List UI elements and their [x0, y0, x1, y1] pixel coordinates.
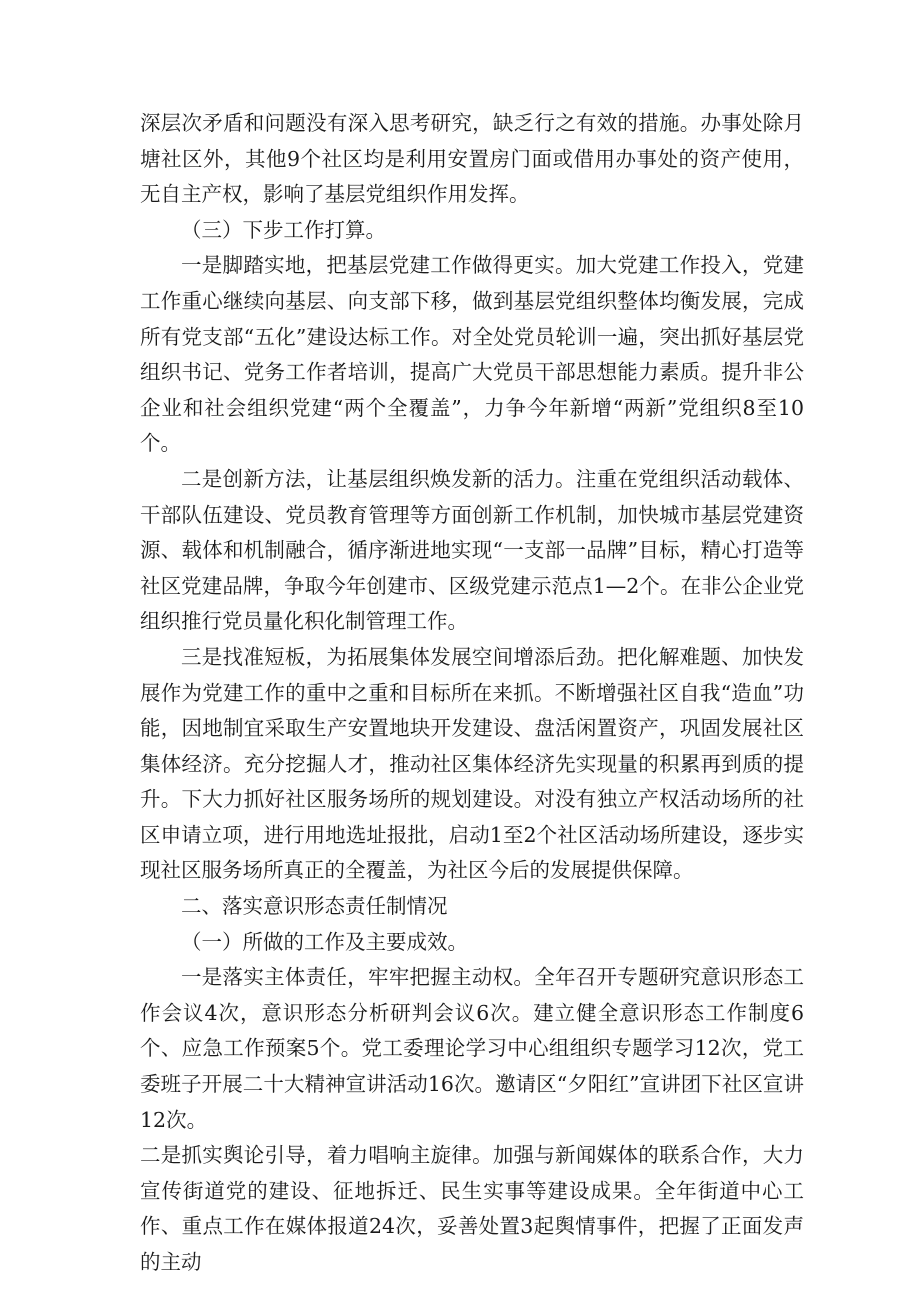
subsection-heading-work-done: （一）所做的工作及主要成效。 [181, 929, 468, 954]
paragraph-3: 一是脚踏实地，把基层党建工作做得更实。加大党建工作投入，党建工作重心继续向基层、向支部下移，做到基层党组织整体均衡发展，完成所有党支部“五化”建设达标工作。对全处党员轮训一遍，突出抓好基层党组织书记、党务工作者培训，提高广大党员干部思想能力素质。提升非公企业和社会组织党建“两个全覆盖”，力争今年新增“两新”党组织8至10个。 [140, 253, 804, 456]
document-body [140, 106, 804, 1281]
section-heading-next-steps: （三）下步工作打算。 [181, 217, 386, 242]
paragraph-4: 二是创新方法，让基层组织焕发新的活力。注重在党组织活动载体、干部队伍建设、党员教育管理等方面创新工作机制，加快城市基层党建资源、载体和机制融合，循序渐进地实现“一支部一品牌”目标，精心打造等社区党建品牌，争取今年创建市、区级党建示范点1—2个。在非公企业党组织推行党员量化积化制管理工作。 [140, 466, 804, 634]
paragraph-8: 一是落实主体责任，牢牢把握主动权。全年召开专题研究意识形态工作会议4次，意识形态分析研判会议6次。建立健全意识形态工作制度6个、应急工作预案5个。党工委理论学习中心组组织专题学习12次，党工委班子开展二十大精神宣讲活动16次。邀请区“夕阳红”宣讲团下社区宣讲12次。 [140, 965, 804, 1132]
paragraph-5: 三是找准短板，为拓展集体发展空间增添后劲。把化解难题、加快发展作为党建工作的重中之重和目标所在来抓。不断增强社区自我“造血”功能，因地制宜采取生产安置地块开发建设、盘活闲置资产，巩固发展社区集体经济。充分挖掘人才，推动社区集体经济先实现量的积累再到质的提升。下大力抓好社区服务场所的规划建设。对没有独立产权活动场所的社区申请立项，进行用地选址报批，启动1至2个社区活动场所建设，逐步实现社区服务场所真正的全覆盖，为社区今后的发展提供保障。 [140, 644, 804, 883]
paragraph-9: 二是抓实舆论引导，着力唱响主旋律。加强与新闻媒体的联系合作，大力宣传街道党的建设、征地拆迁、民生实事等建设成果。全年街道中心工作、重点工作在媒体报道24次，妥善处置3起舆情事件，把握了正面发声的主动 [140, 1143, 804, 1274]
section-heading-ideology: 二、落实意识形态责任制情况 [181, 894, 448, 919]
paragraph-1: 深层次矛盾和问题没有深入思考研究，缺乏行之有效的措施。办事处除月塘社区外，其他9个社区均是利用安置房门面或借用办事处的资产使用，无自主产权，影响了基层党组织作用发挥。 [140, 111, 804, 207]
